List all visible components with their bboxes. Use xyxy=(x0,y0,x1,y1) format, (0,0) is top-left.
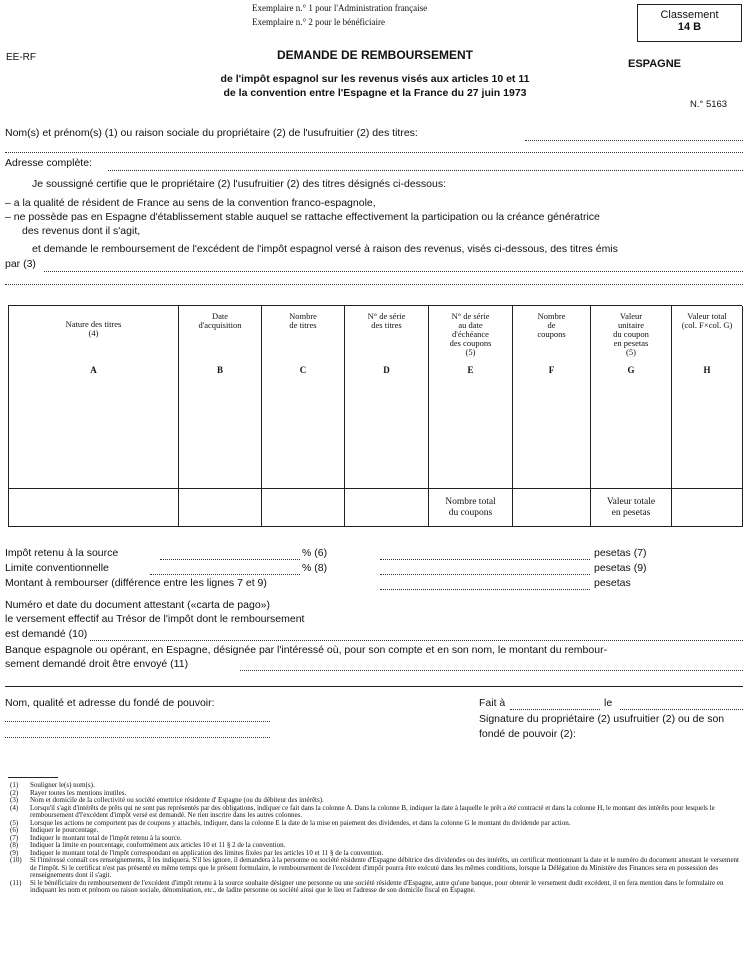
cell-nombre-coupons[interactable] xyxy=(513,380,591,489)
total-blank xyxy=(262,489,345,528)
footnote: (3) Nom et domicile de la collectivité ou société emettrice résidente d' Espagne (ou du débiteur des intérêts). xyxy=(10,796,324,804)
total-blank xyxy=(9,489,179,528)
form-number: N.° 5163 xyxy=(690,99,728,110)
cell-echeance[interactable] xyxy=(429,380,513,489)
condition-etablissement: – ne possède pas en Espagne d'établissement stable auquel se rattache effectivement la participation ou la créance génératrice xyxy=(5,211,600,223)
banque-field[interactable] xyxy=(240,670,743,671)
column-letter: G xyxy=(591,360,672,380)
total-coupons-label: Nombre total du coupons xyxy=(429,489,513,528)
impot-amount-field[interactable] xyxy=(380,559,590,560)
footnote: (5) Lorsque les actions ne comportent pas de coupons y attachés, indiquer, dans la colonne E la date de la mise en paiement des dividendes, et dans la colonne G le montant du dividende par action. xyxy=(10,818,571,827)
fait-label: Fait à xyxy=(479,697,506,709)
signature-line-2: fondé de pouvoir (2): xyxy=(479,728,576,740)
cell-valeur-totale[interactable] xyxy=(672,380,743,489)
cell-nature[interactable] xyxy=(9,380,179,489)
footnotes xyxy=(10,782,745,895)
adresse-field[interactable] xyxy=(108,170,743,171)
subtitle-2: de la convention entre l'Espagne et la France du 27 juin 1973 xyxy=(223,87,527,99)
document-line-3: est demandé (10) xyxy=(5,628,88,640)
table-bottom-border xyxy=(8,526,742,527)
column-letter: F xyxy=(513,360,591,380)
header-date: Date d'acquisition xyxy=(179,306,262,360)
signature-divider xyxy=(5,686,743,687)
footnote: (9) Indiquer le montant total de l'impôt correspondant en application des limites fixées par les articles 10 et 11 § de la convention. xyxy=(10,848,384,857)
footnote: (6) Indiquer le pourcentage. xyxy=(10,826,99,834)
footnote: (10) Si l'intéressé connaît ces renseignements, il les indiquera. S'il les ignore, il demandera à la personne ou société résidente d'Espagne débitrice des dividendes ou des intérêts, un certificat mentionnant la date et le numéro du document attestant le versement de l'impôt. Si le certificat n'est pas présenté en même temps que le présent formulaire, le remboursement de l'excédent d'impôt pourra être exécuté dans les mêmes conditions, lorsque la Délégation du Ministère des Finances sera en possession des renseignements dont il s'agit. xyxy=(10,856,739,879)
montant-field[interactable] xyxy=(380,589,590,590)
cell-serie[interactable] xyxy=(345,380,429,489)
demande-text: et demande le remboursement de l'excédent de l'impôt espagnol versé à raison des revenus, visés ci-dessous, des titres émis xyxy=(32,243,618,255)
classement-box xyxy=(637,4,742,42)
footnote: (4) Lorsqu'il s'agit d'intérêts de prêts qui ne sont pas représentés par des obligations, indiquer ce fait dans la colonne A. Dans la colonne B, indiquer la date à laquelle le prêt a été contracté et dans la colonne H, le montant des intérêts pour lesquels le remboursement d'l'excédent d'impôt versé est demandé. Ne rien inscrire dans les autres colonnes. xyxy=(10,803,715,819)
footnote: (7) Indiquer le montant total de l'impôt retenu à la source. xyxy=(10,833,182,842)
subtitle-1: de l'impôt espagnol sur les revenus visés aux articles 10 et 11 xyxy=(220,73,530,85)
condition-resident: – a la qualité de résident de France au sens de la convention franco-espagnole, xyxy=(5,197,376,209)
signature-line-1: Signature du propriétaire (2) usufruitier (2) ou de son xyxy=(479,713,725,725)
document-line-1: Numéro et date du document attestant («carta de pago») xyxy=(5,599,270,611)
form-title: DEMANDE DE REMBOURSEMENT xyxy=(276,48,473,62)
certifie-text: Je soussigné certifie que le propriétaire (2) l'usufruitier (2) des titres désignés ci-dessous: xyxy=(32,178,447,190)
fonde-field-2[interactable] xyxy=(5,737,270,738)
titres-table xyxy=(8,306,743,527)
document-line-2: le versement effectif au Trésor de l'impôt dont le remboursement xyxy=(5,613,305,625)
copy-2-note: Exemplaire n.° 2 pour le bénéficiaire xyxy=(252,17,386,27)
fonde-field-1[interactable] xyxy=(5,721,270,722)
banque-line-1: Banque espagnole ou opérant, en Espagne, désignée par l'intéressé où, pour son compte et en son nom, le montant du rembour- xyxy=(5,644,608,656)
cell-valeur-unitaire[interactable] xyxy=(591,380,672,489)
adresse-label: Adresse complète: xyxy=(5,157,92,169)
header-nombre-titres: Nombre de titres xyxy=(262,306,345,360)
par-field[interactable] xyxy=(44,271,743,272)
par-field-line2[interactable] xyxy=(5,284,743,285)
limite-label: Limite conventionnelle xyxy=(5,562,109,574)
par-label: par (3) xyxy=(5,258,36,270)
impot-label: Impôt retenu à la source xyxy=(5,547,119,559)
cell-date[interactable] xyxy=(179,380,262,489)
column-letter: E xyxy=(429,360,513,380)
total-coupons-field[interactable] xyxy=(513,489,591,528)
column-letter: H xyxy=(672,360,743,380)
fait-field[interactable] xyxy=(510,709,600,710)
cell-nombre-titres[interactable] xyxy=(262,380,345,489)
footnote-divider xyxy=(8,777,58,778)
header-nombre-coupons: Nombre de coupons xyxy=(513,306,591,360)
header-valeur-unitaire: Valeur unitaire du coupon en pesetas (5) xyxy=(591,306,672,360)
nom-field-line2[interactable] xyxy=(5,152,743,153)
total-blank xyxy=(179,489,262,528)
footnote: (11) Si le bénéficiaire du remboursement de l'excédent d'impôt retenu à la source souhaite désigner une personne ou une société résidente d'Espagne, autre qu'une banque, pour obtenir le versement dudit excédent, il en fera mention dans le formulaire en indiquant les nom et prénom ou raison sociale, dénomination, etc., de ladite personne ou société ainsi que le lieu et l'adresse de son domicile fiscal en Espagne. xyxy=(10,878,724,894)
form-code: EE-RF xyxy=(6,52,36,63)
column-letter: A xyxy=(9,360,179,380)
limite-pesetas: pesetas (9) xyxy=(594,562,647,574)
limite-pct-field[interactable] xyxy=(150,574,300,575)
classement-label: Classement xyxy=(660,9,719,21)
fonde-label: Nom, qualité et adresse du fondé de pouvoir: xyxy=(5,697,215,709)
country: ESPAGNE xyxy=(628,58,681,70)
impot-pct-field[interactable] xyxy=(160,559,300,560)
total-value-field[interactable] xyxy=(672,489,743,528)
limite-amount-field[interactable] xyxy=(380,574,590,575)
header-echeance: N° de série au date d'échéance des coupons (5) xyxy=(429,306,513,360)
montant-pesetas: pesetas xyxy=(594,577,631,589)
le-label: le xyxy=(604,697,613,709)
nom-label: Nom(s) et prénom(s) (1) ou raison sociale du propriétaire (2) de l'usufruitier (2) des titres: xyxy=(5,127,418,139)
condition-etablissement-2: des revenus dont il s'agit, xyxy=(22,225,141,237)
montant-label: Montant à rembourser (différence entre les lignes 7 et 9) xyxy=(5,577,267,589)
document-field[interactable] xyxy=(90,640,743,641)
footnote: (2) Rayer toutes les mentions inutiles. xyxy=(10,788,127,797)
header-serie: N° de série des titres xyxy=(345,306,429,360)
column-letter: C xyxy=(262,360,345,380)
banque-line-2: sement demandé droit être envoyé (11) xyxy=(5,658,189,670)
impot-pesetas: pesetas (7) xyxy=(594,547,647,559)
column-letter: D xyxy=(345,360,429,380)
total-blank xyxy=(345,489,429,528)
column-letter: B xyxy=(179,360,262,380)
footnote: (8) Indiquer la limite en pourcentage, conformément aux articles 10 et 11 § 2 de la convention. xyxy=(10,841,286,849)
nom-field[interactable] xyxy=(525,140,743,141)
header-valeur-totale: Valeur total (col. F×col. G) xyxy=(672,306,743,360)
header-nature: Nature des titres (4) xyxy=(9,306,179,360)
classement-value: 14 B xyxy=(677,21,702,33)
impot-pct: % (6) xyxy=(302,547,328,559)
limite-pct: % (8) xyxy=(302,562,328,574)
date-field[interactable] xyxy=(620,709,743,710)
total-value-label: Valeur totale en pesetas xyxy=(591,489,672,528)
copy-1-note: Exemplaire n.° 1 pour l'Administration française xyxy=(252,3,428,13)
footnote: (1) Souligner le(s) nom(s). xyxy=(10,781,95,789)
